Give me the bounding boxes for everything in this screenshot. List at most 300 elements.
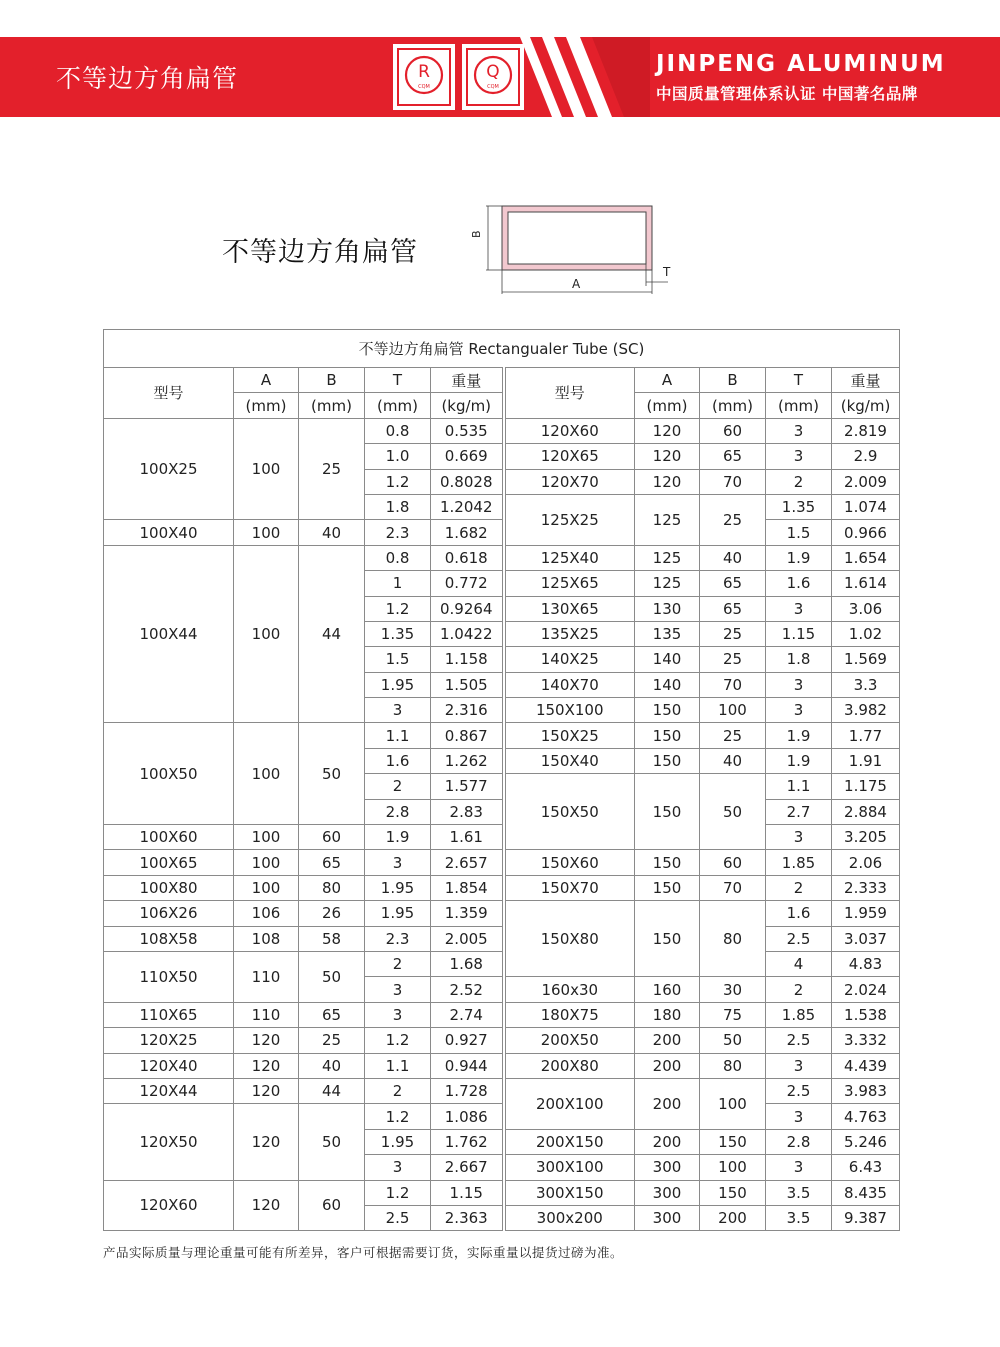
- cell-t: 2.5: [766, 1028, 832, 1053]
- cell-b: 50: [299, 723, 365, 825]
- cell-a: 140: [635, 672, 700, 697]
- unit-t: (mm): [365, 393, 431, 418]
- table-row: [104, 545, 900, 570]
- cert-r-icon: [399, 50, 449, 104]
- unit-weight: (kg/m): [431, 393, 504, 418]
- cell-model: 135X25: [504, 621, 635, 646]
- cell-b: 60: [700, 850, 766, 875]
- cell-b: 25: [700, 494, 766, 545]
- cell-weight: 3.06: [832, 596, 900, 621]
- cell-t: 1.8: [766, 647, 832, 672]
- cert-badge-q: [462, 44, 524, 110]
- cell-a: 100: [234, 850, 299, 875]
- cell-b: 150: [700, 1180, 766, 1205]
- table-caption-row: [104, 330, 900, 368]
- table-row: [104, 901, 900, 926]
- cell-weight: 2.333: [832, 875, 900, 900]
- cell-t: 2: [365, 1078, 431, 1103]
- svg-text:B: B: [470, 230, 483, 238]
- cell-b: 50: [700, 1028, 766, 1053]
- table-row: [104, 1002, 900, 1027]
- cell-model: 200X50: [504, 1028, 635, 1053]
- cell-t: 2.3: [365, 926, 431, 951]
- cell-b: 70: [700, 875, 766, 900]
- table-row: [104, 850, 900, 875]
- svg-text:A: A: [572, 277, 581, 291]
- cell-weight: 1.854: [431, 875, 504, 900]
- cell-a: 110: [234, 1002, 299, 1027]
- table-row: [104, 1053, 900, 1078]
- cell-b: 65: [700, 444, 766, 469]
- cell-a: 135: [635, 621, 700, 646]
- cell-t: 2.5: [766, 926, 832, 951]
- cell-t: 3: [766, 1155, 832, 1180]
- cell-model: 100X60: [104, 825, 234, 850]
- cell-weight: 1.158: [431, 647, 504, 672]
- unit-b-right: (mm): [700, 393, 766, 418]
- cell-t: 3: [766, 596, 832, 621]
- table-row: [104, 926, 900, 951]
- cell-a: 150: [635, 723, 700, 748]
- cell-b: 26: [299, 901, 365, 926]
- cell-weight: 1.262: [431, 748, 504, 773]
- cell-weight: 0.944: [431, 1053, 504, 1078]
- cell-a: 300: [635, 1205, 700, 1230]
- cell-a: 125: [635, 494, 700, 545]
- cell-t: 2: [365, 951, 431, 976]
- cell-t: 2: [365, 774, 431, 799]
- cell-t: 1.2: [365, 596, 431, 621]
- cell-model: 180X75: [504, 1002, 635, 1027]
- cell-weight: 1.505: [431, 672, 504, 697]
- cell-a: 120: [234, 1180, 299, 1231]
- cell-t: 1.8: [365, 494, 431, 519]
- cell-b: 80: [299, 875, 365, 900]
- cell-model: 120X25: [104, 1028, 234, 1053]
- brand-tagline: 中国质量管理体系认证 中国著名品牌: [656, 85, 918, 103]
- table-row: [104, 1078, 900, 1103]
- cell-t: 1.9: [365, 825, 431, 850]
- cell-model: 200X100: [504, 1078, 635, 1129]
- cell-model: 150X70: [504, 875, 635, 900]
- cell-a: 108: [234, 926, 299, 951]
- header-stripes: [520, 37, 650, 117]
- cell-weight: 1.577: [431, 774, 504, 799]
- cell-model: 140X70: [504, 672, 635, 697]
- cell-weight: 2.005: [431, 926, 504, 951]
- cell-model: 100X44: [104, 545, 234, 723]
- cell-weight: 3.332: [832, 1028, 900, 1053]
- cell-t: 1.6: [766, 901, 832, 926]
- cell-t: 3: [766, 698, 832, 723]
- cell-t: 1: [365, 571, 431, 596]
- cell-t: 1.9: [766, 748, 832, 773]
- cell-model: 200X150: [504, 1129, 635, 1154]
- cell-t: 2.8: [365, 799, 431, 824]
- cell-b: 75: [700, 1002, 766, 1027]
- cell-weight: 0.927: [431, 1028, 504, 1053]
- header-b-right: B: [700, 368, 766, 393]
- cell-weight: 3.037: [832, 926, 900, 951]
- cell-model: 300X150: [504, 1180, 635, 1205]
- cell-t: 1.95: [365, 1129, 431, 1154]
- cell-model: 120X60: [504, 418, 635, 443]
- cell-b: 80: [700, 1053, 766, 1078]
- cell-weight: 2.667: [431, 1155, 504, 1180]
- cell-b: 60: [299, 825, 365, 850]
- cell-weight: 2.657: [431, 850, 504, 875]
- cell-weight: 2.363: [431, 1205, 504, 1230]
- cell-weight: 2.009: [832, 469, 900, 494]
- cell-t: 4: [766, 951, 832, 976]
- svg-text:Q: Q: [486, 62, 500, 82]
- cell-weight: 3.982: [832, 698, 900, 723]
- cell-a: 120: [635, 444, 700, 469]
- cell-a: 150: [635, 901, 700, 977]
- cell-a: 150: [635, 774, 700, 850]
- unit-b: (mm): [299, 393, 365, 418]
- table-row: [104, 1028, 900, 1053]
- cell-b: 50: [299, 951, 365, 1002]
- cell-a: 200: [635, 1028, 700, 1053]
- cell-a: 150: [635, 748, 700, 773]
- cell-b: 60: [700, 418, 766, 443]
- cell-weight: 1.61: [431, 825, 504, 850]
- cell-t: 0.8: [365, 545, 431, 570]
- cell-t: 0.8: [365, 418, 431, 443]
- header-t-right: T: [766, 368, 832, 393]
- cert-q-icon: [468, 50, 518, 104]
- cell-model: 100X40: [104, 520, 234, 545]
- cell-b: 44: [299, 1078, 365, 1103]
- cell-b: 30: [700, 977, 766, 1002]
- cell-model: 300x200: [504, 1205, 635, 1230]
- cell-t: 1.9: [766, 545, 832, 570]
- cell-b: 25: [700, 723, 766, 748]
- cell-a: 125: [635, 545, 700, 570]
- cell-model: 130X65: [504, 596, 635, 621]
- cell-weight: 1.728: [431, 1078, 504, 1103]
- cell-a: 150: [635, 850, 700, 875]
- cell-a: 200: [635, 1078, 700, 1129]
- cell-b: 25: [700, 647, 766, 672]
- cell-model: 125X25: [504, 494, 635, 545]
- cell-model: 140X25: [504, 647, 635, 672]
- cell-b: 70: [700, 469, 766, 494]
- cell-weight: 2.74: [431, 1002, 504, 1027]
- footnote: 产品实际质量与理论重量可能有所差异，客户可根据需要订货，实际重量以提货过磅为准。: [103, 1245, 624, 1260]
- cell-b: 200: [700, 1205, 766, 1230]
- cell-b: 65: [700, 571, 766, 596]
- cell-model: 120X50: [104, 1104, 234, 1180]
- cell-weight: 0.535: [431, 418, 504, 443]
- cell-t: 3: [766, 1104, 832, 1129]
- cell-a: 140: [635, 647, 700, 672]
- cell-model: 120X44: [104, 1078, 234, 1103]
- cell-a: 110: [234, 951, 299, 1002]
- cell-a: 120: [234, 1028, 299, 1053]
- cell-weight: 1.654: [832, 545, 900, 570]
- unit-weight-right: (kg/m): [832, 393, 900, 418]
- cell-t: 1.6: [365, 748, 431, 773]
- cell-weight: 1.77: [832, 723, 900, 748]
- cell-t: 3: [365, 1155, 431, 1180]
- svg-text:CQM: CQM: [487, 84, 499, 90]
- cell-b: 50: [700, 774, 766, 850]
- cell-b: 100: [700, 698, 766, 723]
- cell-model: 125X40: [504, 545, 635, 570]
- cell-weight: 1.91: [832, 748, 900, 773]
- table-header-row: [104, 368, 900, 393]
- cell-t: 2: [766, 469, 832, 494]
- cell-weight: 2.024: [832, 977, 900, 1002]
- cell-weight: 6.43: [832, 1155, 900, 1180]
- cell-b: 65: [700, 596, 766, 621]
- cell-t: 1.15: [766, 621, 832, 646]
- header-model-right: 型号: [504, 368, 635, 419]
- header-weight-right: 重量: [832, 368, 900, 393]
- cell-model: 150X60: [504, 850, 635, 875]
- cell-t: 1.2: [365, 1180, 431, 1205]
- spec-table: [103, 329, 900, 1231]
- unit-a: (mm): [234, 393, 299, 418]
- cell-weight: 2.83: [431, 799, 504, 824]
- cell-t: 1.2: [365, 469, 431, 494]
- cell-a: 300: [635, 1180, 700, 1205]
- cell-t: 3: [365, 698, 431, 723]
- cell-model: 150X100: [504, 698, 635, 723]
- cell-weight: 1.0422: [431, 621, 504, 646]
- product-title: 不等边方角扁管: [222, 237, 418, 268]
- cell-weight: 2.316: [431, 698, 504, 723]
- cell-weight: 1.15: [431, 1180, 504, 1205]
- table-row: [104, 1104, 900, 1129]
- cell-model: 125X65: [504, 571, 635, 596]
- cell-t: 3: [365, 1002, 431, 1027]
- cell-model: 100X80: [104, 875, 234, 900]
- cell-weight: 1.074: [832, 494, 900, 519]
- cell-t: 3: [766, 825, 832, 850]
- cell-b: 70: [700, 672, 766, 697]
- header-model: 型号: [104, 368, 234, 419]
- cell-t: 2.3: [365, 520, 431, 545]
- cell-t: 3.5: [766, 1180, 832, 1205]
- cell-t: 2.7: [766, 799, 832, 824]
- unit-t-right: (mm): [766, 393, 832, 418]
- cell-b: 100: [700, 1078, 766, 1129]
- cell-b: 65: [299, 1002, 365, 1027]
- cell-weight: 1.538: [832, 1002, 900, 1027]
- cell-weight: 0.618: [431, 545, 504, 570]
- cell-b: 40: [299, 520, 365, 545]
- cert-badge-r: [393, 44, 455, 110]
- cell-a: 100: [234, 825, 299, 850]
- cell-t: 1.1: [766, 774, 832, 799]
- cell-weight: 1.175: [832, 774, 900, 799]
- cell-weight: 1.614: [832, 571, 900, 596]
- cell-model: 120X70: [504, 469, 635, 494]
- cell-t: 1.1: [365, 723, 431, 748]
- cell-model: 100X50: [104, 723, 234, 825]
- cell-t: 1.95: [365, 901, 431, 926]
- cell-b: 50: [299, 1104, 365, 1180]
- cell-weight: 1.682: [431, 520, 504, 545]
- cell-weight: 3.205: [832, 825, 900, 850]
- cell-t: 1.2: [365, 1028, 431, 1053]
- table-caption: 不等边方角扁管 Rectangualer Tube (SC): [104, 330, 900, 368]
- cell-weight: 0.9264: [431, 596, 504, 621]
- cell-a: 200: [635, 1129, 700, 1154]
- cell-a: 100: [234, 520, 299, 545]
- cell-a: 130: [635, 596, 700, 621]
- cell-t: 1.0: [365, 444, 431, 469]
- cell-t: 2.8: [766, 1129, 832, 1154]
- table-row: [104, 825, 900, 850]
- cell-model: 120X40: [104, 1053, 234, 1078]
- cell-weight: 0.669: [431, 444, 504, 469]
- cell-t: 1.9: [766, 723, 832, 748]
- cell-a: 100: [234, 418, 299, 520]
- table-row: [104, 875, 900, 900]
- cell-b: 25: [700, 621, 766, 646]
- cell-model: 300X100: [504, 1155, 635, 1180]
- brand-name: JINPENG ALUMINUM: [656, 51, 946, 77]
- cell-model: 200X80: [504, 1053, 635, 1078]
- cell-model: 120X60: [104, 1180, 234, 1231]
- cell-t: 3: [766, 418, 832, 443]
- svg-text:R: R: [418, 62, 430, 82]
- cell-weight: 2.819: [832, 418, 900, 443]
- cell-model: 100X65: [104, 850, 234, 875]
- cell-model: 110X65: [104, 1002, 234, 1027]
- svg-text:T: T: [663, 265, 671, 279]
- cell-b: 65: [299, 850, 365, 875]
- cell-t: 1.35: [766, 494, 832, 519]
- cell-model: 110X50: [104, 951, 234, 1002]
- cell-t: 1.85: [766, 1002, 832, 1027]
- cell-weight: 2.9: [832, 444, 900, 469]
- cell-a: 200: [635, 1053, 700, 1078]
- cell-weight: 0.772: [431, 571, 504, 596]
- cell-a: 300: [635, 1155, 700, 1180]
- cell-model: 150X50: [504, 774, 635, 850]
- cell-a: 120: [234, 1104, 299, 1180]
- cell-a: 150: [635, 875, 700, 900]
- header-b: B: [299, 368, 365, 393]
- cell-b: 80: [700, 901, 766, 977]
- cell-b: 44: [299, 545, 365, 723]
- table-row: [104, 951, 900, 976]
- cell-b: 58: [299, 926, 365, 951]
- cell-weight: 2.06: [832, 850, 900, 875]
- table-row: [104, 1180, 900, 1205]
- cell-weight: 1.762: [431, 1129, 504, 1154]
- table-row: [104, 723, 900, 748]
- cell-a: 100: [234, 545, 299, 723]
- cell-weight: 4.439: [832, 1053, 900, 1078]
- cell-b: 40: [700, 545, 766, 570]
- cell-weight: 5.246: [832, 1129, 900, 1154]
- cell-weight: 1.959: [832, 901, 900, 926]
- cell-t: 3.5: [766, 1205, 832, 1230]
- cell-model: 150X25: [504, 723, 635, 748]
- header-a-right: A: [635, 368, 700, 393]
- cell-t: 1.2: [365, 1104, 431, 1129]
- cell-b: 40: [700, 748, 766, 773]
- cell-a: 100: [234, 875, 299, 900]
- cell-a: 180: [635, 1002, 700, 1027]
- cell-weight: 3.983: [832, 1078, 900, 1103]
- cell-a: 150: [635, 698, 700, 723]
- cell-weight: 1.02: [832, 621, 900, 646]
- cell-model: 108X58: [104, 926, 234, 951]
- cell-t: 2.5: [365, 1205, 431, 1230]
- cell-t: 1.5: [365, 647, 431, 672]
- cell-a: 100: [234, 723, 299, 825]
- header-t: T: [365, 368, 431, 393]
- cell-weight: 2.884: [832, 799, 900, 824]
- cell-b: 40: [299, 1053, 365, 1078]
- cell-b: 150: [700, 1129, 766, 1154]
- cell-t: 2: [766, 977, 832, 1002]
- cell-a: 120: [635, 469, 700, 494]
- cell-t: 3: [365, 850, 431, 875]
- cell-t: 1.5: [766, 520, 832, 545]
- cell-t: 1.95: [365, 875, 431, 900]
- cell-t: 3: [766, 1053, 832, 1078]
- cell-model: 100X25: [104, 418, 234, 520]
- cell-weight: 4.83: [832, 951, 900, 976]
- cell-model: 160x30: [504, 977, 635, 1002]
- cell-weight: 0.867: [431, 723, 504, 748]
- cell-weight: 0.8028: [431, 469, 504, 494]
- cell-model: 120X65: [504, 444, 635, 469]
- cell-model: 150X80: [504, 901, 635, 977]
- cell-weight: 1.359: [431, 901, 504, 926]
- header-weight: 重量: [431, 368, 504, 393]
- cell-a: 125: [635, 571, 700, 596]
- cell-weight: 1.2042: [431, 494, 504, 519]
- cell-b: 100: [700, 1155, 766, 1180]
- cell-a: 120: [234, 1078, 299, 1103]
- tube-cross-section-diagram: [458, 196, 678, 300]
- cell-weight: 1.569: [832, 647, 900, 672]
- unit-a-right: (mm): [635, 393, 700, 418]
- cell-weight: 1.68: [431, 951, 504, 976]
- cell-t: 2.5: [766, 1078, 832, 1103]
- cell-b: 60: [299, 1180, 365, 1231]
- svg-text:CQM: CQM: [418, 84, 430, 90]
- cell-t: 1.35: [365, 621, 431, 646]
- cell-a: 120: [234, 1053, 299, 1078]
- cell-weight: 0.966: [832, 520, 900, 545]
- cell-t: 3: [766, 672, 832, 697]
- cell-t: 2: [766, 875, 832, 900]
- header-a: A: [234, 368, 299, 393]
- cell-b: 25: [299, 418, 365, 520]
- cell-a: 120: [635, 418, 700, 443]
- header-band: [0, 37, 1000, 117]
- cell-a: 160: [635, 977, 700, 1002]
- table-row: [104, 520, 900, 545]
- cell-a: 106: [234, 901, 299, 926]
- cell-t: 1.85: [766, 850, 832, 875]
- table-row: [104, 418, 900, 443]
- cell-t: 3: [766, 444, 832, 469]
- cell-weight: 2.52: [431, 977, 504, 1002]
- header-title: 不等边方角扁管: [56, 64, 239, 93]
- cell-weight: 3.3: [832, 672, 900, 697]
